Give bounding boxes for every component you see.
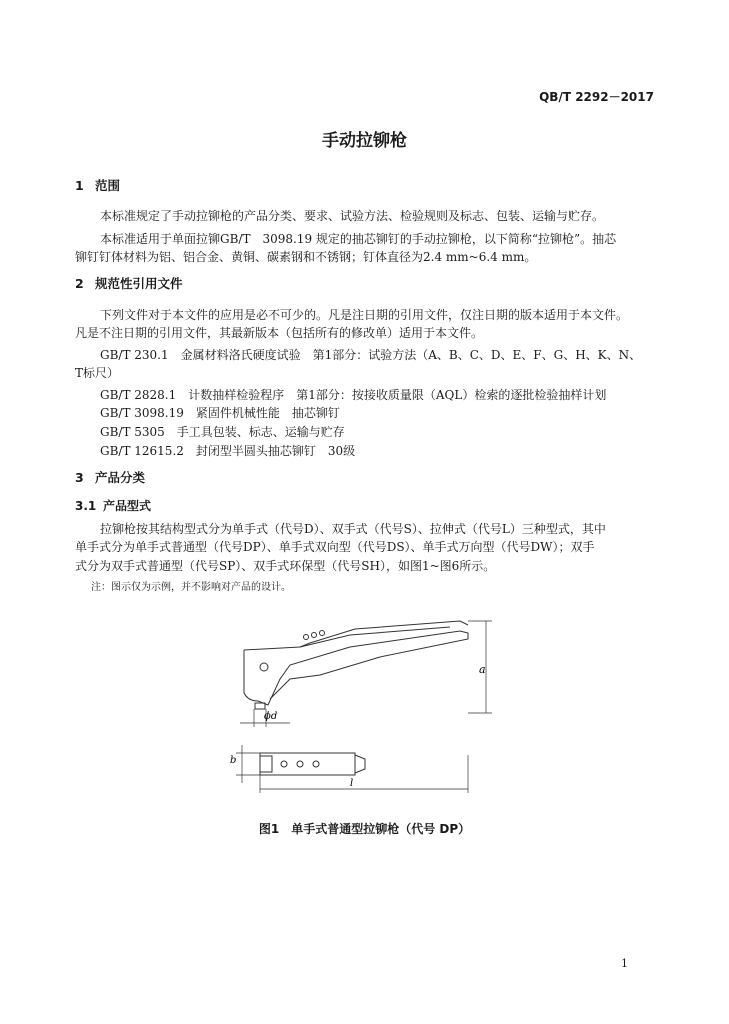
- label-a: a: [479, 663, 486, 676]
- rivet-hole-icon: [320, 631, 325, 636]
- reference-item: GB/T 230.1 金属材料洛氏硬度试验 第1部分：试验方法（A、B、C、D、E、F、G、H、K、N、: [100, 348, 642, 362]
- tool-handle-end: [355, 755, 365, 773]
- label-b: b: [230, 755, 237, 766]
- reference-item: GB/T 3098.19 紧固件机械性能 抽芯铆钉: [100, 406, 340, 420]
- section-title: 产品分类: [95, 470, 146, 485]
- label-d: ϕd: [264, 711, 278, 722]
- rivet-hole-icon: [281, 761, 287, 767]
- rivet-hole-icon: [297, 761, 303, 767]
- nozzle-tip: [255, 703, 265, 709]
- section-2-paragraph-line-2: 凡是不注日期的引用文件，其最新版本（包括所有的修改单）适用于本文件。: [75, 326, 484, 340]
- rivet-hole-icon: [312, 633, 317, 638]
- rivet-hole-icon: [304, 635, 309, 640]
- reference-item: GB/T 12615.2 封闭型半圆头抽芯铆钉 30级: [100, 444, 356, 458]
- tool-handle-inner: [300, 627, 450, 647]
- figure-1-drawing: [230, 605, 515, 800]
- tool-top-view: [260, 753, 355, 775]
- section-1-paragraph-1: 本标准规定了手动拉铆枪的产品分类、要求、试验方法、检验规则及标志、包装、运输与贮存。: [100, 209, 605, 223]
- subsection-3-1-line-1: 拉铆枪按其结构型式分为单手式（代号D）、双手式（代号S）、拉伸式（代号L）三种型式，其中: [100, 522, 606, 536]
- subsection-3-1-line-2: 单手式分为单手式普通型（代号DP）、单手式双向型（代号DS）、单手式万向型（代号DW）；双手: [75, 540, 595, 554]
- reference-item: GB/T 2828.1 计数抽样检验程序 第1部分：按接收质量限（AQL）检索的逐批检验抽样计划: [100, 388, 607, 402]
- section-title: 规范性引用文件: [95, 276, 183, 291]
- figure-1-caption: 图1 单手式普通型拉铆枪（代号 DP）: [258, 822, 471, 836]
- section-number: 2: [75, 276, 84, 291]
- subsection-number: 3.1: [75, 499, 97, 513]
- section-3-heading: [75, 468, 145, 486]
- reference-item: GB/T 5305 手工具包装、标志、运输与贮存: [100, 425, 345, 439]
- section-1-paragraph-2-line-2: 铆钉钉体材料为铝、铝合金、黄铜、碳素钢和不锈钢；钉体直径为2.4 mm~6.4 mm。: [75, 250, 537, 264]
- standard-code: QB/T 2292－2017: [539, 90, 654, 104]
- figure-note: 注：图示仅为示例，并不影响对产品的设计。: [91, 582, 291, 593]
- subsection-3-1-heading: [75, 497, 151, 514]
- section-title: 范围: [95, 178, 121, 193]
- tool-head-top: [260, 756, 272, 772]
- section-number: 1: [75, 178, 84, 193]
- section-number: 3: [75, 470, 84, 485]
- subsection-3-1-line-3: 式分为双手式普通型（代号SP）、双手式环保型（代号SH），如图1~图6所示。: [75, 559, 496, 573]
- section-1-heading: [75, 176, 120, 194]
- tool-body-outline: [244, 631, 468, 705]
- reference-item-continuation: T标尺）: [75, 366, 120, 380]
- section-1-paragraph-2-line-1: 本标准适用于单面拉铆GB/T 3098.19 规定的抽芯铆钉的手动拉铆枪，以下简称“拉铆枪”。抽芯: [100, 232, 617, 246]
- subsection-title: 产品型式: [103, 499, 152, 513]
- section-2-paragraph-line-1: 下列文件对于本文件的应用是必不可少的。凡是注日期的引用文件，仅注日期的版本适用于本文件。: [100, 308, 629, 322]
- pivot-pin-icon: [260, 663, 268, 671]
- section-2-heading: [75, 274, 183, 292]
- rivet-hole-icon: [313, 761, 319, 767]
- page-number: 1: [621, 957, 628, 970]
- label-l: l: [350, 778, 354, 789]
- page-title: 手动拉铆枪: [322, 131, 407, 151]
